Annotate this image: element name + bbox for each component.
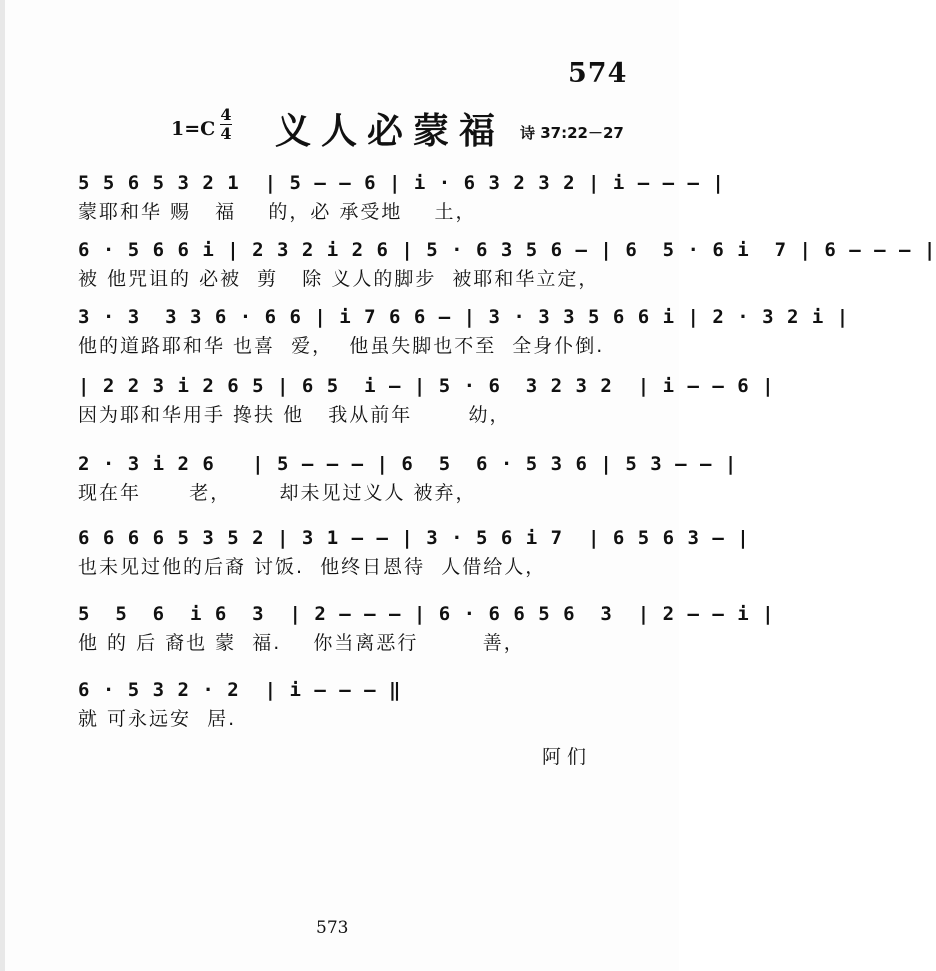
music-system-6 [78, 525, 750, 581]
lyrics-line: 被 他咒诅的 必被 剪 除 义人的脚步 被耶和华立定， [78, 268, 600, 290]
hymn-title: 义人必蒙福 [275, 111, 506, 152]
music-system-2 [78, 237, 936, 293]
lyrics-line: 因为耶和华用手 搀扶 他 我从前年 幼， [78, 404, 511, 426]
page-number: 573 [316, 918, 349, 938]
notation-line: 3 · 3 3 3 6 · 6 6 | i 7 6 6 – | 3 · 3 3 5 6 6 i | 2 · 3 2 i | [78, 306, 850, 328]
notation-line: 5 5 6 5 3 2 1 | 5 – – 6 | i · 6 3 2 3 2 | i – – – | [78, 172, 725, 194]
key-signature: 1=C [171, 118, 216, 140]
notation-line: 2 · 3 i 2 6 | 5 – – – | 6 5 6 · 5 3 6 | 5 3 – – | [78, 453, 738, 475]
notation-line: 6 6 6 6 5 3 5 2 | 3 1 – – | 3 · 5 6 i 7 | 6 5 6 3 – | [78, 527, 750, 549]
notation-line: 5 5 6 i 6 3 | 2 – – – | 6 · 6 6 5 6 3 | 2 – – i | [78, 603, 775, 625]
notation-line: 6 · 5 6 6 i | 2 3 2 i 2 6 | 5 · 6 3 5 6 – | 6 5 · 6 i 7 | 6 – – – | [78, 239, 936, 261]
notation-line: 6 · 5 3 2 · 2 | i – – – ‖ [78, 679, 402, 701]
hymn-number: 574 [568, 58, 628, 89]
lyrics-line: 现在年 老， 却未见过义人 被弃， [78, 482, 477, 504]
notation-line: | 2 2 3 i 2 6 5 | 6 5 i – | 5 · 6 3 2 3 2 | i – – 6 | [78, 375, 775, 397]
lyrics-line: 蒙耶和华 赐 福 的，必 承受地 土， [78, 201, 477, 223]
lyrics-line: 他 的 后 裔也 蒙 福. 你当离恶行 善， [78, 632, 525, 654]
time-signature [218, 106, 234, 143]
music-system-7 [78, 601, 775, 657]
music-system-4 [78, 373, 775, 429]
lyrics-line: 也未见过他的后裔 讨饭. 他终日恩待 人借给人， [78, 556, 547, 578]
amen-text: 阿 们 [542, 746, 587, 768]
lyrics-line: 他的道路耶和华 也喜 爱， 他虽失脚也不至 全身仆倒. [78, 335, 605, 357]
music-system-8 [78, 677, 638, 733]
time-signature-top: 4 [220, 105, 232, 124]
scan-edge [0, 0, 5, 971]
lyrics-line: 就 可永远安 居. [78, 708, 237, 730]
scripture-reference: 诗 37:22－27 [520, 124, 624, 142]
music-system-5 [78, 451, 738, 507]
time-signature-bottom: 4 [220, 124, 232, 143]
music-system-1 [78, 170, 725, 226]
music-system-3 [78, 304, 850, 360]
